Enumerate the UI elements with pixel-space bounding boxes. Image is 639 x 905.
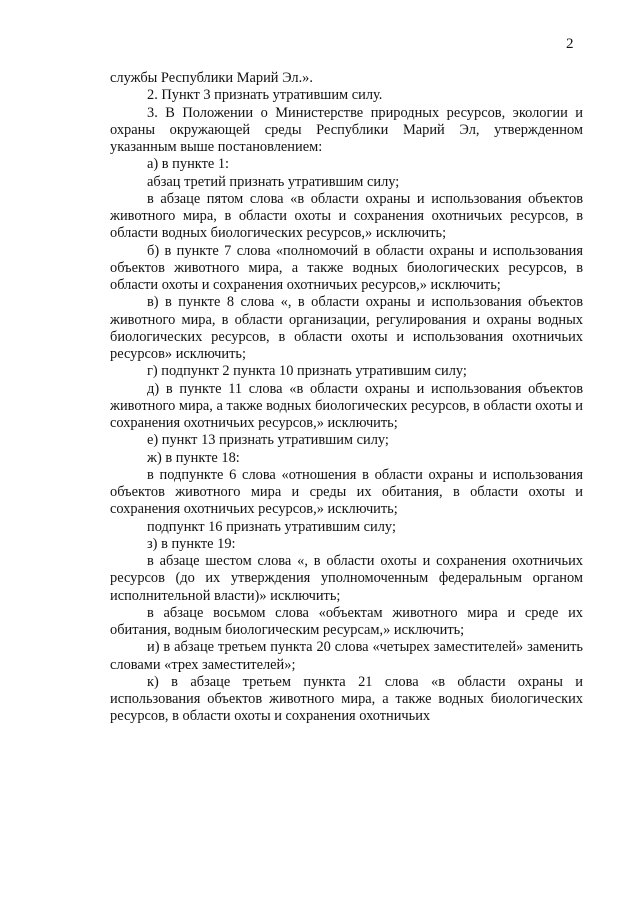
- paragraph-subitem-i: и) в абзаце третьем пункта 20 слова «четырех заместителей» заменить словами «трех заместителей»;: [110, 639, 583, 673]
- paragraph-a-fifth-abzac: в абзаце пятом слова «в области охраны и использования объектов животного мира, в области охоты и сохранения охотничьих ресурсов, в области водных биологических ресурсов,» исключить;: [110, 190, 583, 242]
- paragraph-z-eighth-abzac: в абзаце восьмом слова «объектам животного мира и среде их обитания, водным биологическим ресурсам,» исключить;: [110, 604, 583, 638]
- paragraph-subitem-b: б) в пункте 7 слова «полномочий в области охраны и использования объектов животного мира, а также водных биологических ресурсов, в области охоты и сохранения охотничьих ресурсов,» исключить;: [110, 242, 583, 293]
- paragraph-subitem-k: к) в абзаце третьем пункта 21 слова «в области охраны и использования объектов животного мира, а также водных биологических ресурсов, в области охоты и сохранения охотничьих: [110, 673, 583, 725]
- paragraph-subitem-zh: ж) в пункте 18:: [147, 449, 240, 466]
- paragraph-subitem-e: е) пункт 13 признать утратившим силу;: [147, 432, 389, 449]
- paragraph-subitem-v: в) в пункте 8 слова «, в области охраны и использования объектов животного мира, в области организации, регулирования и охраны водных биологических ресурсов, в области охоты и использования охотничьих ресурсов» исключить;: [110, 294, 583, 362]
- document-body: [110, 70, 583, 726]
- paragraph-item-3: 3. В Положении о Министерстве природных ресурсов, экологии и охраны окружающей среды Республики Марий Эл, утвержденном указанным выше постановлением:: [110, 104, 583, 155]
- paragraph-subitem-a: а) в пункте 1:: [147, 156, 230, 173]
- paragraph-zh-subpoint-6: в подпункте 6 слова «отношения в области охраны и использования объектов животного мира и среды их обитания, в области охоты и сохранения охотничьих ресурсов,» исключить;: [110, 466, 583, 518]
- paragraph-z-sixth-abzac: в абзаце шестом слова «, в области охоты и сохранения охотничьих ресурсов (до их утверждения уполномоченным федеральным органом исполнительной власти)» исключить;: [110, 553, 583, 604]
- paragraph-subitem-z: з) в пункте 19:: [147, 535, 236, 552]
- page-number: 2: [566, 36, 574, 52]
- paragraph-a-third-abzac: абзац третий признать утратившим силу;: [147, 173, 400, 190]
- paragraph-continuation: службы Республики Марий Эл.».: [110, 70, 313, 86]
- paragraph-subitem-d: д) в пункте 11 слова «в области охраны и использования объектов животного мира, а также водных биологических ресурсов, в области охоты и сохранения охотничьих ресурсов,» исключить;: [110, 380, 583, 431]
- paragraph-subitem-g: г) подпункт 2 пункта 10 признать утратившим силу;: [147, 363, 467, 380]
- paragraph-item-2: 2. Пункт 3 признать утратившим силу.: [147, 87, 383, 104]
- paragraph-zh-subpoint-16: подпункт 16 признать утратившим силу;: [147, 518, 396, 535]
